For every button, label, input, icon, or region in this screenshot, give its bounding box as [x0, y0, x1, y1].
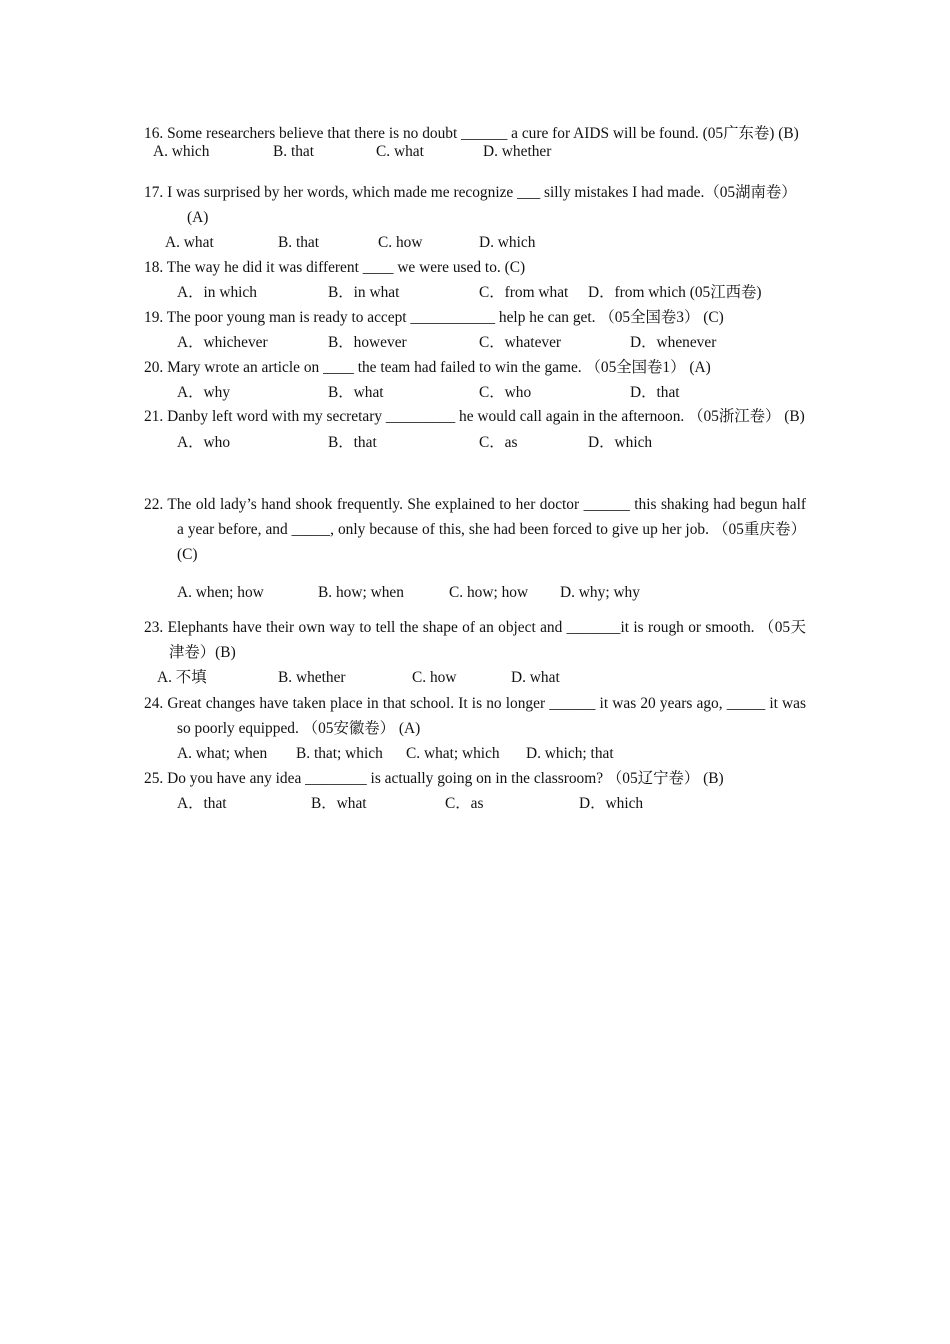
question-17: [144, 181, 806, 255]
question-stem: 24. Great changes have taken place in that school. It is no longer ______ it was 20 years ago, _____ it was so poorly equipped. （05安徽卷） (A): [144, 695, 806, 737]
question-24: [144, 691, 806, 766]
option-c: C．whatever: [479, 334, 562, 351]
option-row: [153, 143, 806, 161]
question-stem: 25. Do you have any idea ________ is actually going on in the classroom? （05辽宁卷） (B): [144, 770, 724, 787]
option-a: A. what; when: [177, 745, 268, 762]
option-row: [177, 330, 806, 355]
option-a: A．who: [177, 433, 231, 451]
option-d: D．which: [588, 433, 653, 451]
option-row: [177, 791, 806, 816]
question-25: [144, 766, 806, 816]
option-b: B．what: [311, 795, 367, 812]
question-stem: 22. The old lady’s hand shook frequently. She explained to her doctor ______ this shaking had begun half a year before, and _____, only because of this, she had been forced to give up her job. （05重庆卷） (C): [144, 496, 806, 563]
option-d: D．which: [579, 795, 644, 812]
option-d: D. what: [511, 669, 560, 686]
question-stem: 20. Mary wrote an article on ____ the team had failed to win the game. （05全国卷1） (A): [144, 359, 711, 376]
question-19: [144, 305, 806, 355]
question-20: [144, 355, 806, 405]
option-c: C．from what: [479, 284, 569, 301]
option-b: B. how; when: [318, 584, 404, 601]
question-stem: 21. Danby left word with my secretary _________ he would call again in the afternoon. （05浙江卷） (B): [144, 408, 805, 425]
option-b: B. that; which: [296, 745, 383, 762]
option-d: D. whether: [483, 143, 552, 160]
option-d: D. why; why: [560, 584, 640, 601]
question-16: [144, 125, 806, 161]
option-row: [177, 741, 806, 766]
option-d: D. which; that: [526, 745, 614, 762]
option-b: B. that: [278, 234, 320, 251]
option-c: C. how: [412, 669, 457, 686]
option-row: [157, 665, 806, 690]
option-b: B. that: [273, 143, 315, 160]
option-b: B．that: [328, 433, 377, 451]
option-b: B．what: [328, 384, 384, 401]
question-21: [144, 405, 806, 455]
option-d: D．from which (05江西卷): [588, 284, 762, 301]
option-a: A．in which: [177, 284, 257, 301]
option-c: C. what; which: [406, 745, 500, 762]
option-row: [177, 380, 806, 405]
option-c: C. what: [376, 143, 424, 160]
question-22: [144, 492, 806, 605]
question-stem: 18. The way he did it was different ____ we were used to. (C): [144, 259, 526, 276]
option-a: A．that: [177, 795, 227, 812]
option-c: C. how: [378, 234, 423, 251]
option-d: D. which: [479, 234, 536, 251]
question-18: [144, 255, 806, 305]
question-stem: 23. Elephants have their own way to tell the shape of an object and _______it is rough or smooth. （05天津卷）(B): [144, 619, 806, 661]
option-row: [177, 280, 806, 305]
question-stem: 17. I was surprised by her words, which made me recognize ___ silly mistakes I had made.（05湖南卷） (A): [144, 184, 797, 226]
option-a: A. what: [165, 234, 214, 251]
option-c: C．who: [479, 384, 532, 401]
option-a: A．why: [177, 384, 231, 401]
option-a: A．whichever: [177, 334, 268, 351]
option-a: A. 不填: [157, 669, 207, 686]
option-d: D．whenever: [630, 334, 717, 351]
option-a: A. when; how: [177, 584, 264, 601]
option-b: B. whether: [278, 669, 346, 686]
option-d: D．that: [630, 384, 680, 401]
option-row: [177, 430, 806, 455]
option-c: C．as: [445, 795, 484, 812]
option-b: B．however: [328, 334, 407, 351]
question-stem: 19. The poor young man is ready to accept ___________ help he can get. （05全国卷3） (C): [144, 309, 724, 326]
option-b: B．in what: [328, 284, 400, 301]
option-a: A. which: [153, 143, 210, 160]
option-row: [165, 230, 806, 255]
option-c: C. how; how: [449, 584, 529, 601]
option-c: C．as: [479, 433, 518, 451]
option-row: [177, 581, 806, 605]
question-23: [144, 616, 806, 690]
question-stem: 16. Some researchers believe that there is no doubt ______ a cure for AIDS will be found. (05广东卷) (B): [144, 125, 799, 142]
